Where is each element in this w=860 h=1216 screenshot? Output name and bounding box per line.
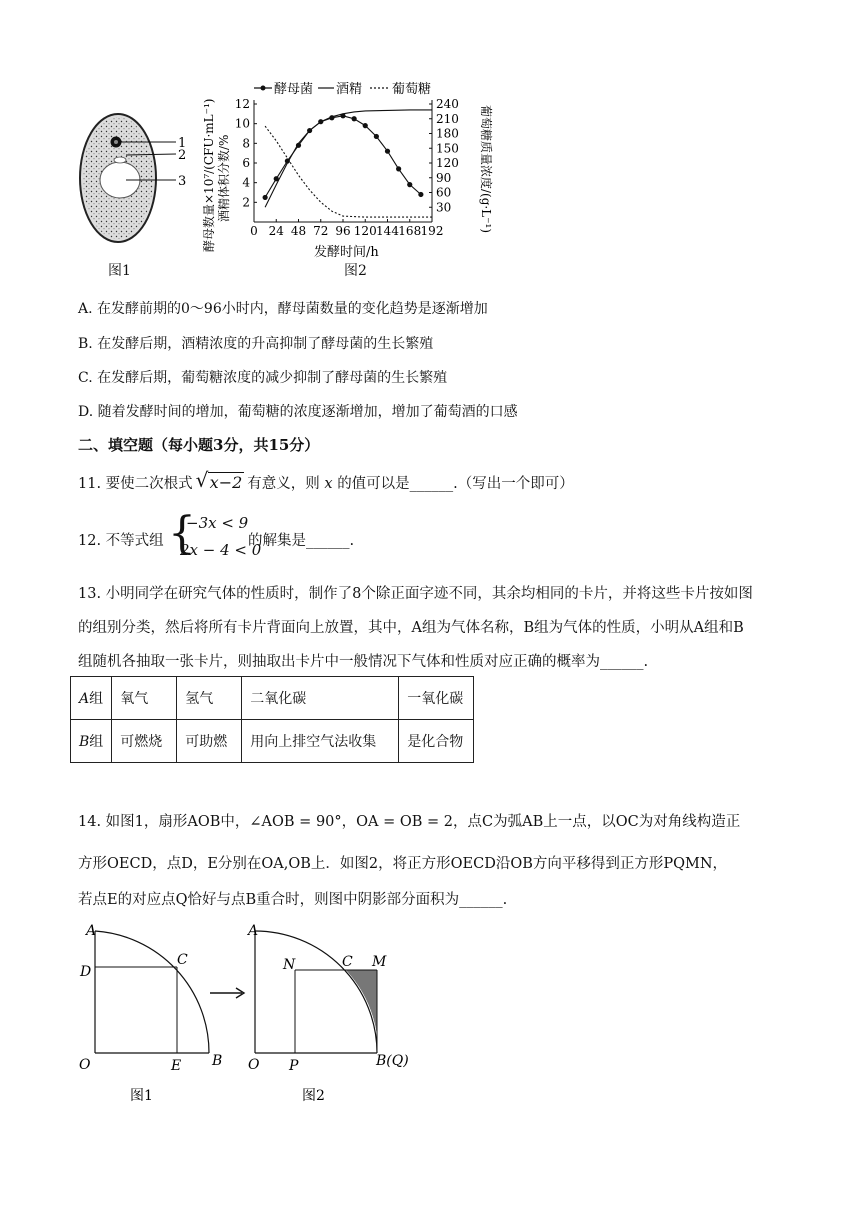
q14-figure-2 [246,923,409,1104]
q13-card-table [70,676,474,763]
table-row [71,720,474,763]
table-cell: 二氧化碳 [242,677,399,720]
q11-post: 的值可以是______.（写出一个即可） [337,476,574,492]
x-tick-label: 24 [268,224,284,238]
table-cell: 用向上排空气法收集 [242,720,399,763]
y-left-tick-label: 6 [242,156,250,170]
series-line-葡萄糖 [265,126,432,217]
q12-post: 的解集是______. [248,533,355,549]
y-right-tick-label: 60 [436,185,452,200]
chart-xlabel: 发酵时间/h [314,245,379,260]
cell-label-2: 2 [178,148,187,163]
q13-line2: 的组别分类，然后将所有卡片背面向上放置，其中，A组为气体名称，B组为气体的性质，小明从A组和B [78,620,744,636]
data-point [418,192,423,197]
option-b-text: 在发酵后期，酒精浓度的升高抑制了酵母菌的生长繁殖 [97,336,434,352]
x-tick-label: 72 [313,224,329,238]
chart-ylabel-left2: 酒精体积分数/% [217,134,231,222]
q12-pre: 12. 不等式组 [78,533,164,549]
q11-pre: 11. 要使二次根式 [78,476,193,492]
fig2-label-a: A [248,923,259,939]
fig2-label-p: P [289,1058,299,1074]
fig1-label-e: E [171,1058,182,1074]
option-d-letter: D. [78,404,94,420]
y-left-tick-label: 8 [242,136,250,151]
y-right-tick-label: 180 [436,126,459,141]
legend-yeast: 酵母菌 [274,82,314,97]
fig2-label-n: N [283,957,296,973]
q11-radical: √ x−2 [195,468,243,492]
data-point [352,116,357,121]
q13-line1: 13. 小明同学在研究气体的性质时，制作了8个除正面字迹不同，其余均相同的卡片，并将这些卡片按如图 [78,586,753,602]
table-cell: B组 [71,720,112,763]
figure-2-caption: 图2 [344,263,367,279]
chart-ylabel-right: 葡萄糖质量浓度/(g·L⁻¹) [479,105,493,234]
figure-2-chart [196,72,496,262]
q11-radicand: x−2 [209,473,243,492]
x-tick-label: 96 [335,224,351,238]
q13-line3: 组随机各抽取一张卡片，则抽取出卡片中一般情况下气体和性质对应正确的概率为______. [78,654,649,670]
option-b [78,333,433,353]
fig1-label-o: O [79,1057,91,1073]
y-right-tick-label: 90 [436,170,452,185]
table-cell: 是化合物 [399,720,474,763]
table-cell: 氧气 [112,677,177,720]
option-a [78,298,488,318]
legend-glucose: 葡萄糖 [392,82,432,97]
option-d [78,401,518,421]
cell-label-1: 1 [178,136,187,151]
fig1-label-c: C [177,952,188,968]
data-point [407,182,412,187]
arrow-icon [210,988,244,998]
y-right-tick-label: 120 [436,156,459,170]
data-point [374,134,379,139]
option-d-text: 随着发酵时间的增加，葡萄糖的浓度逐渐增加，增加了葡萄酒的口感 [97,404,518,420]
x-tick-label: 192 [420,224,444,238]
q12-eq2: 2x − 4 < 0 [180,541,262,559]
table-cell: 可助燃 [177,720,242,763]
fig1-label-d: D [80,964,92,980]
q12-brace: { [168,508,196,559]
y-right-tick-label: 210 [436,111,459,126]
fig2-label-c: C [342,954,353,970]
q14-line3: 若点E的对应点Q恰好与点B重合时，则图中阴影部分面积为______. [78,892,508,908]
legend-alcohol: 酒精 [336,82,363,97]
y-right-tick-label: 150 [436,141,459,156]
x-tick-label: 144 [376,224,399,238]
x-tick-label: 168 [398,224,422,238]
data-point [385,149,390,154]
q14-line1: 14. 如图1，扇形AOB中，∠AOB = 90°，OA = OB = 2，点C为弧AB上一点，以OC为对角线构造正 [78,814,741,830]
option-c-letter: C. [78,370,93,386]
figure-1-caption: 图1 [108,263,131,279]
table-cell: 氢气 [177,677,242,720]
x-tick-label: 0 [250,224,258,238]
table-cell: 一氧化碳 [399,677,474,720]
y-right-tick-label: 30 [436,200,452,215]
data-point [263,195,268,200]
option-c-text: 在发酵后期，葡萄糖浓度的减少抑制了酵母菌的生长繁殖 [97,370,448,386]
q11-mid: 有意义，则 [247,476,320,492]
chart-legend [254,81,431,97]
x-tick-label: 48 [290,224,307,238]
series-line-酒精 [265,110,432,207]
fig2-label-m: M [372,954,387,970]
q12-eq1: −3x < 9 [186,514,249,532]
fig2-label-o: O [248,1057,260,1073]
figure-1-cell [70,100,200,250]
q14-line2: 方形OECD，点D，E分别在OA,OB上．如图2，将正方形OECD沿OB方向平移得到正方形PQMN， [78,856,728,872]
option-a-text: 在发酵前期的0～96小时内，酵母菌数量的变化趋势是逐渐增加 [97,301,488,317]
option-b-letter: B. [78,336,93,352]
option-a-letter: A. [78,301,93,317]
y-right-tick-label: 240 [436,97,459,111]
series-line-酵母菌 [265,116,421,198]
q11-var: x [324,476,333,492]
fig1-label-a: A [86,923,97,939]
chart-ylabel-left: 酵母数量×10⁷/(CFU·mL⁻¹) [202,98,216,252]
x-tick-label: 120 [353,224,377,238]
cell-label-3: 3 [178,174,187,189]
section-title: 二、填空题（每小题3分，共15分） [78,436,320,454]
table-row [71,677,474,720]
q14-figures [70,918,490,1118]
y-left-tick-label: 10 [234,116,250,131]
q14-figure-1 [79,923,222,1104]
data-point [363,123,368,128]
fig1-caption: 图1 [130,1088,153,1104]
y-left-tick-label: 2 [242,195,250,210]
y-left-tick-label: 4 [242,175,250,190]
fig2-label-bq: B(Q) [376,1053,409,1069]
question-12 [78,508,798,564]
data-point [396,166,401,171]
table-cell: A组 [71,677,112,720]
question-11 [78,470,798,497]
fig1-label-b: B [212,1053,223,1069]
fig2-caption: 图2 [302,1088,325,1104]
table-cell: 可燃烧 [112,720,177,763]
option-c [78,367,447,387]
y-left-tick-label: 12 [234,97,250,111]
